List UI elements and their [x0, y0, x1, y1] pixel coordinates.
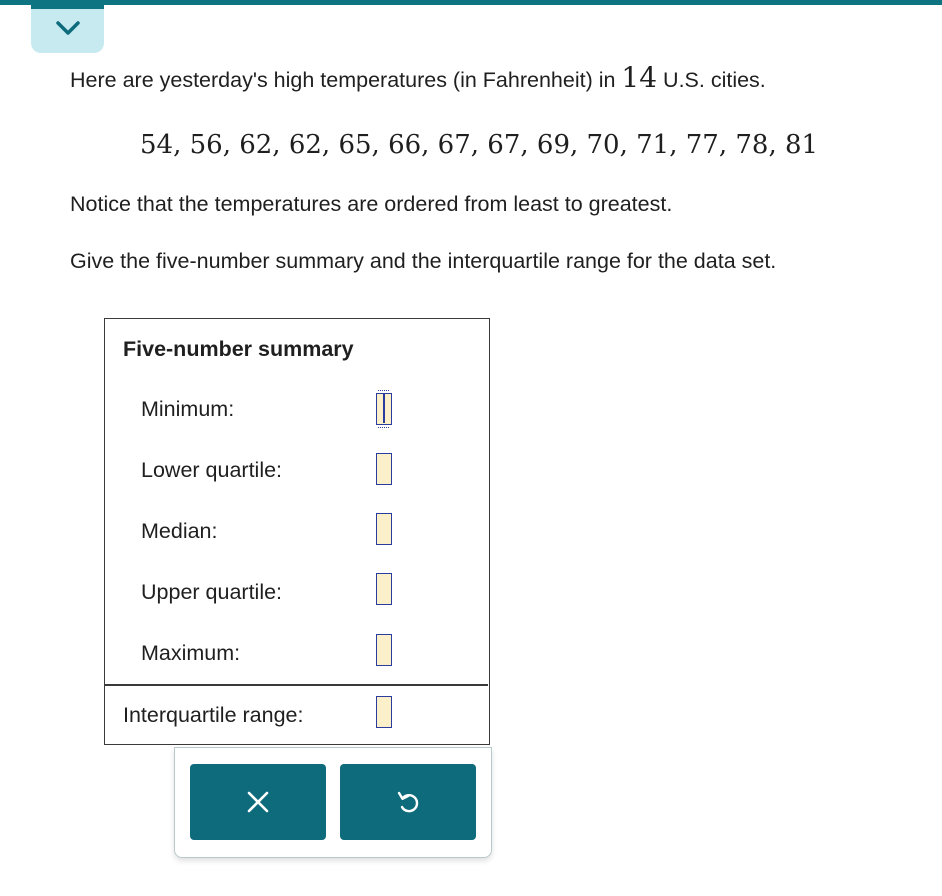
lower-quartile-label: Lower quartile: [141, 458, 283, 482]
undo-button[interactable] [340, 764, 476, 840]
upper-quartile-label: Upper quartile: [141, 580, 283, 604]
action-button-panel [174, 747, 492, 858]
intro-text: Here are yesterday's high temperatures (in Fahrenheit) in 14 U.S. cities. [70, 61, 766, 94]
instruction-text: Give the five-number summary and the interquartile range for the data set. [70, 249, 777, 273]
clear-button[interactable] [190, 764, 326, 840]
divider [105, 684, 488, 686]
median-input[interactable] [376, 513, 392, 545]
iqr-label: Interquartile range: [123, 703, 304, 727]
iqr-input[interactable] [376, 696, 392, 728]
upper-quartile-input[interactable] [376, 573, 392, 605]
lower-quartile-input[interactable] [376, 453, 392, 485]
data-values: 54, 56, 62, 62, 65, 66, 67, 67, 69, 70, 71, 77, 78, 81 [140, 130, 819, 160]
notice-text: Notice that the temperatures are ordered from least to greatest. [70, 192, 673, 216]
five-number-summary-panel [104, 318, 490, 745]
x-icon [246, 790, 270, 814]
collapse-toggle[interactable] [31, 5, 104, 53]
median-label: Median: [141, 519, 218, 543]
chevron-down-icon [55, 19, 81, 37]
summary-header: Five-number summary [123, 337, 354, 361]
minimum-input[interactable] [376, 393, 392, 425]
city-count: 14 [621, 61, 658, 94]
maximum-label: Maximum: [141, 641, 241, 665]
minimum-label: Minimum: [141, 397, 235, 421]
undo-icon [395, 789, 421, 815]
top-accent-bar [0, 0, 942, 5]
text-cursor [383, 394, 385, 423]
maximum-input[interactable] [376, 634, 392, 666]
